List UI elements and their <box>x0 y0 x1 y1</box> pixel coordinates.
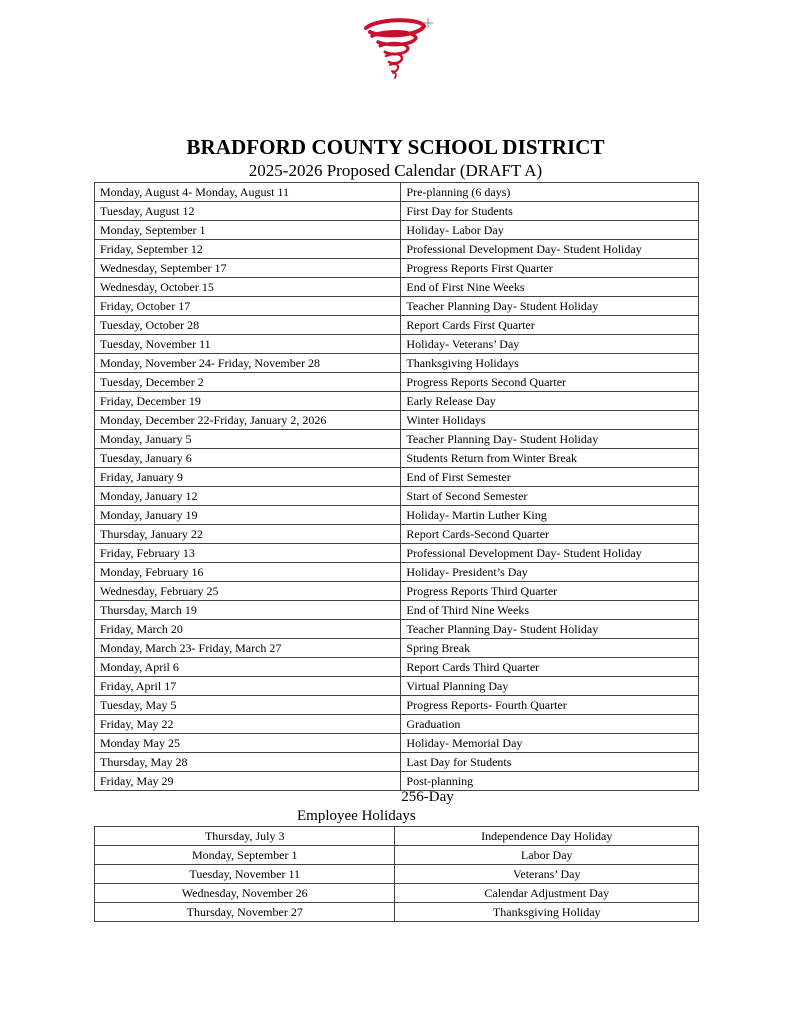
event-cell: Report Cards First Quarter <box>401 316 699 335</box>
date-cell: Friday, May 29 <box>95 772 401 791</box>
event-cell: First Day for Students <box>401 202 699 221</box>
event-cell: Teacher Planning Day- Student Holiday <box>401 297 699 316</box>
date-cell: Monday, March 23- Friday, March 27 <box>95 639 401 658</box>
date-cell: Friday, January 9 <box>95 468 401 487</box>
date-cell: Wednesday, October 15 <box>95 278 401 297</box>
table-row <box>95 827 699 846</box>
table-row <box>95 658 699 677</box>
table-row <box>95 734 699 753</box>
event-cell: Holiday- Memorial Day <box>401 734 699 753</box>
date-cell: Friday, May 22 <box>95 715 401 734</box>
table-row <box>95 259 699 278</box>
date-cell: Tuesday, May 5 <box>95 696 401 715</box>
table-row <box>95 715 699 734</box>
event-cell: Winter Holidays <box>401 411 699 430</box>
event-cell: Professional Development Day- Student Holiday <box>401 544 699 563</box>
event-cell: Progress Reports- Fourth Quarter <box>401 696 699 715</box>
table-row <box>95 354 699 373</box>
event-cell: Holiday- President’s Day <box>401 563 699 582</box>
tornado-logo-icon <box>358 14 438 82</box>
date-cell: Thursday, March 19 <box>95 601 401 620</box>
table-row <box>95 240 699 259</box>
event-cell: Report Cards-Second Quarter <box>401 525 699 544</box>
table-row <box>95 525 699 544</box>
event-cell: Spring Break <box>401 639 699 658</box>
event-cell: Last Day for Students <box>401 753 699 772</box>
event-cell: Report Cards Third Quarter <box>401 658 699 677</box>
event-cell: Pre-planning (6 days) <box>401 183 699 202</box>
event-cell: Students Return from Winter Break <box>401 449 699 468</box>
date-cell: Monday, January 12 <box>95 487 401 506</box>
table-row <box>95 865 699 884</box>
table-row <box>95 846 699 865</box>
date-cell: Friday, February 13 <box>95 544 401 563</box>
table-row <box>95 411 699 430</box>
table-row <box>95 544 699 563</box>
event-cell: Early Release Day <box>401 392 699 411</box>
event-cell: Progress Reports First Quarter <box>401 259 699 278</box>
date-cell: Monday, September 1 <box>95 221 401 240</box>
date-cell: Thursday, November 27 <box>95 903 395 922</box>
page-subtitle: 2025-2026 Proposed Calendar (DRAFT A) <box>248 161 543 180</box>
table-row <box>95 278 699 297</box>
date-cell: Monday, December 22-Friday, January 2, 2026 <box>95 411 401 430</box>
table-row <box>95 449 699 468</box>
date-cell: Tuesday, December 2 <box>95 373 401 392</box>
table-row <box>95 506 699 525</box>
date-cell: Wednesday, September 17 <box>95 259 401 278</box>
table-row <box>95 297 699 316</box>
table-row <box>95 468 699 487</box>
event-cell: Teacher Planning Day- Student Holiday <box>401 620 699 639</box>
date-cell: Friday, March 20 <box>95 620 401 639</box>
date-cell: Tuesday, November 11 <box>95 335 401 354</box>
event-cell: Thanksgiving Holidays <box>401 354 699 373</box>
day-count: 256-Day <box>401 789 454 805</box>
event-cell: Veterans’ Day <box>395 865 699 884</box>
event-cell: Thanksgiving Holiday <box>395 903 699 922</box>
table-row <box>95 696 699 715</box>
table-row <box>95 753 699 772</box>
date-cell: Friday, October 17 <box>95 297 401 316</box>
table-row <box>95 582 699 601</box>
table-row <box>95 335 699 354</box>
event-cell: Calendar Adjustment Day <box>395 884 699 903</box>
date-cell: Monday, January 19 <box>95 506 401 525</box>
event-cell: Progress Reports Second Quarter <box>401 373 699 392</box>
date-cell: Friday, April 17 <box>95 677 401 696</box>
date-cell: Wednesday, November 26 <box>95 884 395 903</box>
event-cell: Graduation <box>401 715 699 734</box>
event-cell: Professional Development Day- Student Holiday <box>401 240 699 259</box>
event-cell: Labor Day <box>395 846 699 865</box>
event-cell: Progress Reports Third Quarter <box>401 582 699 601</box>
date-cell: Thursday, May 28 <box>95 753 401 772</box>
employee-holidays-table <box>94 826 699 922</box>
table-row <box>95 601 699 620</box>
table-row <box>95 884 699 903</box>
date-cell: Thursday, January 22 <box>95 525 401 544</box>
table-row <box>95 487 699 506</box>
page-title: BRADFORD COUNTY SCHOOL DISTRICT <box>186 135 605 159</box>
date-cell: Monday, January 5 <box>95 430 401 449</box>
table-row <box>95 620 699 639</box>
event-cell: Holiday- Labor Day <box>401 221 699 240</box>
date-cell: Monday, August 4- Monday, August 11 <box>95 183 401 202</box>
date-cell: Monday, April 6 <box>95 658 401 677</box>
table-row <box>95 202 699 221</box>
table-row <box>95 677 699 696</box>
event-cell: End of Third Nine Weeks <box>401 601 699 620</box>
date-cell: Wednesday, February 25 <box>95 582 401 601</box>
date-cell: Tuesday, November 11 <box>95 865 395 884</box>
event-cell: Start of Second Semester <box>401 487 699 506</box>
table-row <box>95 430 699 449</box>
date-cell: Monday, February 16 <box>95 563 401 582</box>
date-cell: Friday, September 12 <box>95 240 401 259</box>
employee-holidays-heading: Employee Holidays <box>297 808 416 824</box>
event-cell: Teacher Planning Day- Student Holiday <box>401 430 699 449</box>
event-cell: End of First Nine Weeks <box>401 278 699 297</box>
date-cell: Tuesday, August 12 <box>95 202 401 221</box>
event-cell: Holiday- Martin Luther King <box>401 506 699 525</box>
date-cell: Thursday, July 3 <box>95 827 395 846</box>
event-cell: Post-planning <box>401 772 699 791</box>
table-row <box>95 183 699 202</box>
event-cell: End of First Semester <box>401 468 699 487</box>
event-cell: Holiday- Veterans’ Day <box>401 335 699 354</box>
table-row <box>95 903 699 922</box>
date-cell: Tuesday, October 28 <box>95 316 401 335</box>
calendar-table <box>94 182 699 791</box>
date-cell: Monday May 25 <box>95 734 401 753</box>
table-row <box>95 392 699 411</box>
date-cell: Monday, September 1 <box>95 846 395 865</box>
table-row <box>95 373 699 392</box>
table-row <box>95 221 699 240</box>
event-cell: Virtual Planning Day <box>401 677 699 696</box>
date-cell: Monday, November 24- Friday, November 28 <box>95 354 401 373</box>
table-row <box>95 563 699 582</box>
date-cell: Friday, December 19 <box>95 392 401 411</box>
date-cell: Tuesday, January 6 <box>95 449 401 468</box>
table-row <box>95 316 699 335</box>
table-row <box>95 639 699 658</box>
event-cell: Independence Day Holiday <box>395 827 699 846</box>
